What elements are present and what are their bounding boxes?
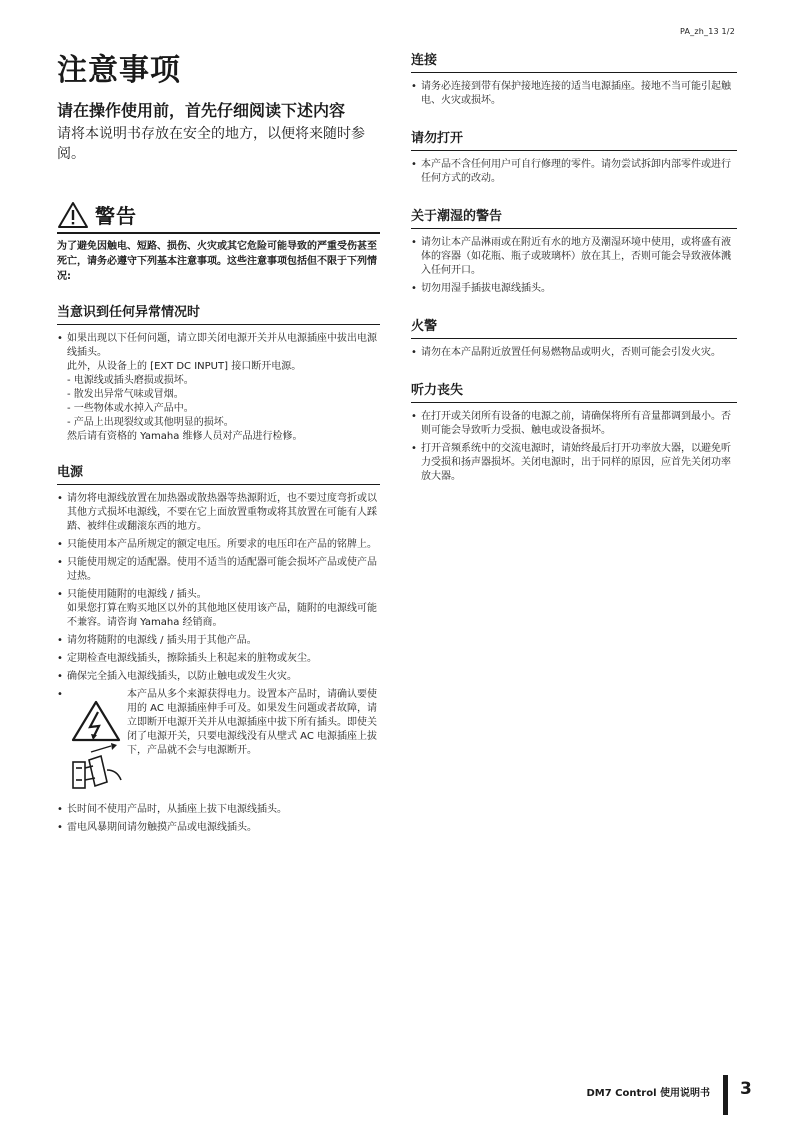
ac-icons xyxy=(67,694,125,799)
list-item: • 在打开或关闭所有设备的电源之前，请确保将所有音量都调到最小。否则可能会导致听力受损、触电或设备损坏。 xyxy=(411,410,737,438)
list-item: • 本产品从多个来源获得电力。设置本产品时，请确认要使用的 AC 电源插座伸手可及。如果发生问题或者故障，请立即断开电源开关并从电源插座中拔下所有插头。即使关闭了电源开关，只要电源线没有从壁式 AC 电源插座上拔下，产品就不会与电源断开。 xyxy=(57,688,380,799)
section-title-hearing: 听力丧失 xyxy=(411,382,737,403)
section-fire xyxy=(411,318,737,360)
list-item: • 只能使用规定的适配器。使用不适当的适配器可能会损坏产品或使产品过热。 xyxy=(57,556,380,584)
footer-bar xyxy=(723,1075,728,1115)
section-title-do-not-open: 请勿打开 xyxy=(411,130,737,151)
page-subtitle: 请在操作使用前，首先仔细阅读下述内容 xyxy=(57,101,346,120)
section-abnormal xyxy=(57,304,380,444)
section-hearing xyxy=(411,382,737,484)
section-title-abnormal: 当意识到任何异常情况时 xyxy=(57,304,380,325)
warning-heading xyxy=(57,200,380,234)
list-item: • 本产品不含任何用户可自行修理的零件。请勿尝试拆卸内部零件或进行任何方式的改动。 xyxy=(411,158,737,186)
list-item: • 打开音频系统中的交流电源时，请始终最后打开功率放大器，以避免听力受损和扬声器损坏。关闭电源时，出于同样的原因，应首先关闭功率放大器。 xyxy=(411,442,737,484)
left-column xyxy=(57,52,380,839)
section-title-moisture: 关于潮湿的警告 xyxy=(411,208,737,229)
warning-text: 为了避免因触电、短路、损伤、火灾或其它危险可能导致的严重受伤甚至死亡，请务必遵守下列基本注意事项。这些注意事项包括但不限于下列情况: xyxy=(57,241,377,282)
list-item: • 切勿用湿手插拔电源线插头。 xyxy=(411,282,737,296)
right-column xyxy=(411,52,737,488)
list-item: • 只能使用本产品所规定的额定电压。所要求的电压印在产品的铭牌上。 xyxy=(57,538,380,552)
warning-label: 警告 xyxy=(95,204,137,228)
list-item: • 请务必连接到带有保护接地连接的适当电源插座。接地不当可能引起触电、火灾或损坏。 xyxy=(411,80,737,108)
electric-shock-icon xyxy=(73,702,119,740)
section-power xyxy=(57,464,380,835)
section-title-power: 电源 xyxy=(57,464,380,485)
list-item: • 请勿将电源线放置在加热器或散热器等热源附近，也不要过度弯折或以其他方式损坏电源线，不要在它上面放置重物或将其放置在可能有人踩踏、被绊住或翻滚东西的地方。 xyxy=(57,492,380,534)
list-item: • 确保完全插入电源线插头，以防止触电或发生火灾。 xyxy=(57,670,380,684)
page-number: 3 xyxy=(740,1079,752,1099)
list-item: • 如果出现以下任何问题，请立即关闭电源开关并从电源插座中拔出电源线插头。 此外，从设备上的 [EXT DC INPUT] 接口断开电源。 - 电源线或插头磨损或损坏。 - 散发出异常气味或冒烟。 - 一些物体或水掉入产品中。 - 产品上出现裂纹或其他明显的损坏。 然后请有资格的 Yamaha 维修人员对产品进行检修。 xyxy=(57,332,380,444)
list-item: • 请勿将随附的电源线 / 插头用于其他产品。 xyxy=(57,634,380,648)
list-item: • 只能使用随附的电源线 / 插头。 如果您打算在购买地区以外的其他地区使用该产品，随附的电源线可能不兼容。请咨询 Yamaha 经销商。 xyxy=(57,588,380,630)
page-title: 注意事项 xyxy=(57,53,181,88)
unplug-icon xyxy=(73,743,121,788)
section-title-fire: 火警 xyxy=(411,318,737,339)
list-item: • 请勿在本产品附近放置任何易燃物品或明火，否则可能会引发火灾。 xyxy=(411,346,737,360)
list-item: • 长时间不使用产品时，从插座上拔下电源线插头。 xyxy=(57,803,380,817)
intro-text: 请将本说明书存放在安全的地方，以便将来随时参阅。 xyxy=(57,126,365,162)
page-code: PA_zh_13 1/2 xyxy=(679,27,735,36)
section-do-not-open xyxy=(411,130,737,186)
list-item: • 定期检查电源线插头，擦除插头上积起来的脏物或灰尘。 xyxy=(57,652,380,666)
section-connection xyxy=(411,52,737,108)
list-item: • 请勿让本产品淋雨或在附近有水的地方及潮湿环境中使用，或将盛有液体的容器（如花瓶、瓶子或玻璃杯）放在其上，否则可能会导致液体溅入任何开口。 xyxy=(411,236,737,278)
section-title-connection: 连接 xyxy=(411,52,737,73)
footer-doc-title: DM7 Control 使用说明书 xyxy=(586,1088,710,1099)
warning-triangle-icon xyxy=(57,201,89,229)
list-item: • 雷电风暴期间请勿触摸产品或电源线插头。 xyxy=(57,821,380,835)
section-moisture xyxy=(411,208,737,296)
